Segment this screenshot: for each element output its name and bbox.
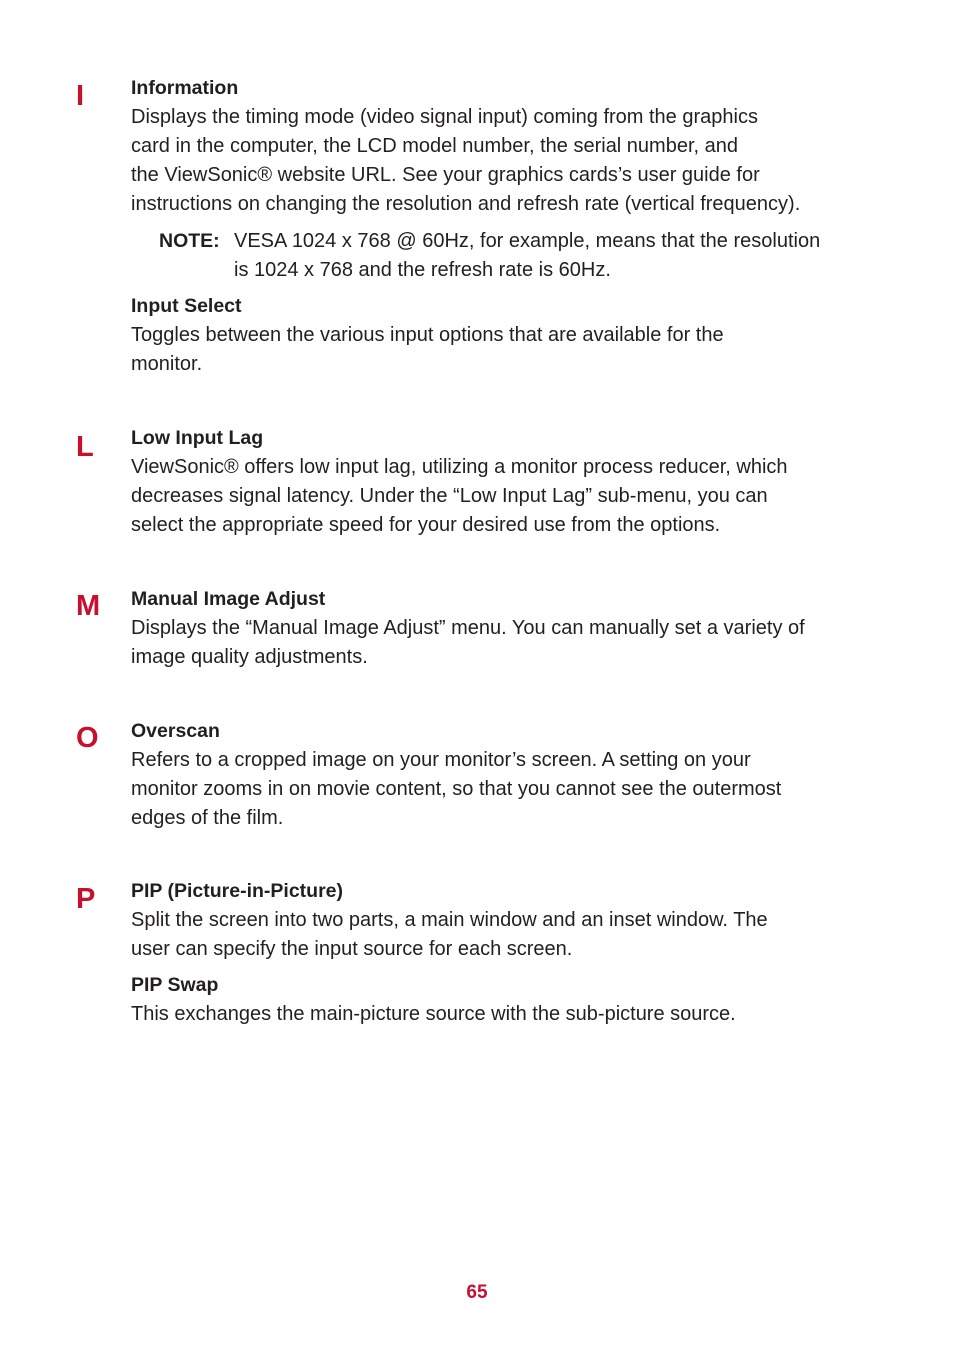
definition-line: monitor zooms in on movie content, so that you cannot see the outermost bbox=[131, 778, 782, 800]
section-letter-l: L bbox=[76, 431, 94, 463]
definition-line: card in the computer, the LCD model number, the serial number, and bbox=[131, 135, 739, 157]
definition-line: instructions on changing the resolution and refresh rate (vertical frequency). bbox=[131, 193, 801, 215]
definition-line: the ViewSonic® website URL. See your graphics cards’s user guide for bbox=[131, 164, 760, 186]
term-title: Information bbox=[131, 77, 239, 99]
definition-line: user can specify the input source for each screen. bbox=[131, 938, 573, 960]
entry-information bbox=[131, 74, 891, 219]
entry-overscan bbox=[131, 717, 891, 833]
section-letter-m: M bbox=[76, 590, 101, 622]
definition-line: image quality adjustments. bbox=[131, 646, 368, 668]
page-number: 65 bbox=[466, 1282, 488, 1303]
section-letter-p: P bbox=[76, 883, 96, 915]
section-letter-o: O bbox=[76, 722, 99, 754]
note-line: is 1024 x 768 and the refresh rate is 60Hz. bbox=[234, 259, 611, 281]
definition-line: monitor. bbox=[131, 353, 203, 375]
entry-input-select bbox=[131, 292, 891, 379]
note-label: NOTE: bbox=[159, 230, 220, 252]
definition-line: decreases signal latency. Under the “Low Input Lag” sub-menu, you can bbox=[131, 485, 768, 507]
term-title: Input Select bbox=[131, 295, 242, 317]
term-title: PIP (Picture-in-Picture) bbox=[131, 880, 344, 902]
definition-line: This exchanges the main-picture source with the sub-picture source. bbox=[131, 1003, 736, 1025]
term-title: Manual Image Adjust bbox=[131, 588, 326, 610]
definition-line: Displays the “Manual Image Adjust” menu. You can manually set a variety of bbox=[131, 617, 805, 639]
section-letter-i: I bbox=[76, 80, 85, 112]
definition-line: Toggles between the various input options that are available for the bbox=[131, 324, 724, 346]
entry-manual-image-adjust bbox=[131, 585, 891, 672]
definition-line: ViewSonic® offers low input lag, utilizing a monitor process reducer, which bbox=[131, 456, 788, 478]
term-title: Low Input Lag bbox=[131, 427, 264, 449]
term-title: Overscan bbox=[131, 720, 220, 742]
definition-line: edges of the film. bbox=[131, 807, 284, 829]
term-title: PIP Swap bbox=[131, 974, 219, 996]
entry-pip bbox=[131, 877, 891, 964]
definition-line: Split the screen into two parts, a main window and an inset window. The bbox=[131, 909, 768, 931]
entry-low-input-lag bbox=[131, 424, 891, 540]
definition-line: Refers to a cropped image on your monitor’s screen. A setting on your bbox=[131, 749, 751, 771]
note-text bbox=[234, 227, 820, 285]
note-line: VESA 1024 x 768 @ 60Hz, for example, means that the resolution bbox=[234, 230, 821, 252]
definition-line: Displays the timing mode (video signal input) coming from the graphics bbox=[131, 106, 758, 128]
entry-pip-swap bbox=[131, 971, 891, 1029]
definition-line: select the appropriate speed for your desired use from the options. bbox=[131, 514, 721, 536]
